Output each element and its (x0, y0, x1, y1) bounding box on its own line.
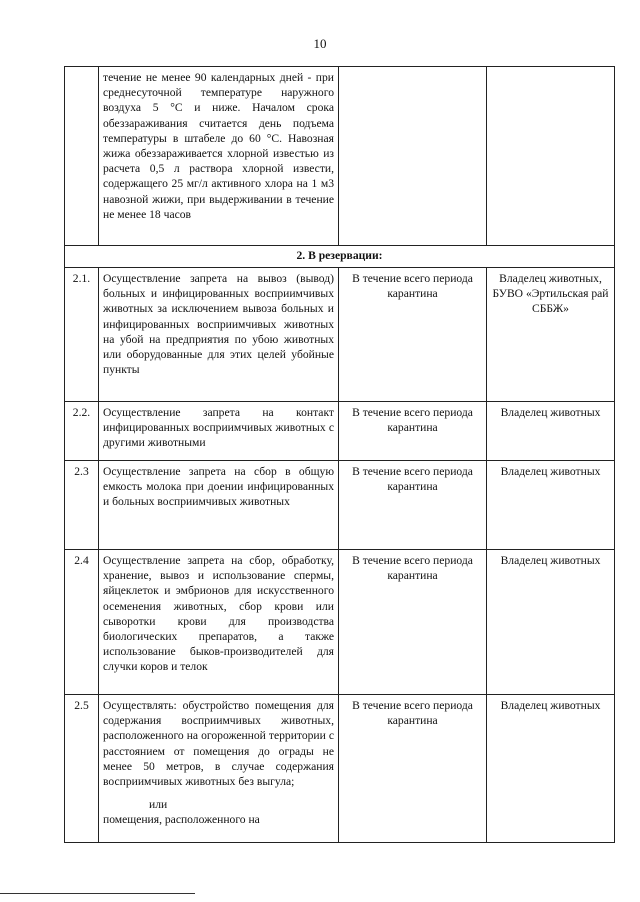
row-responsible: Владелец животных (487, 550, 615, 695)
row-responsible: Владелец животных, БУВО «Эртильская рай СББЖ» (487, 268, 615, 402)
row-action: Осуществлять: обустройство помещения для содержания восприимчивых животных, расположенного на огороженной территории с расстоянием от помещения до ограды не менее 50 метров, в случае содержания восприимчивых животных без выгула; (103, 699, 334, 789)
row-term: В течение всего периода карантина (339, 550, 487, 695)
row-action-tail: помещения, расположенного на (103, 813, 260, 827)
row-number: 2.1. (65, 268, 99, 402)
row-action: Осуществление запрета на сбор в общую емкость молока при доении инфицированных и больных восприимчивых животных (99, 461, 339, 550)
table-row (65, 695, 615, 843)
row-action: Осуществление запрета на контакт инфицированных восприимчивых животных с другими животными (99, 402, 339, 461)
row-action: Осуществление запрета на сбор, обработку, хранение, вывоз и использование спермы, яйцеклеток и эмбрионов для искусственного осеменения животных, сбор крови или сыворотки крови для производства биологических препаратов, а также использование быков-производителей для случки коров и телок (99, 550, 339, 695)
section-title: 2. В резервации: (65, 246, 615, 268)
table-row (65, 461, 615, 550)
row-action-or: или (149, 798, 168, 812)
row-number: 2.3 (65, 461, 99, 550)
row-term: В течение всего периода карантина (339, 402, 487, 461)
row-responsible: Владелец животных (487, 461, 615, 550)
row-responsible: Владелец животных (487, 402, 615, 461)
row-action: течение не менее 90 календарных дней - при среднесуточной температуре наружного воздуха 5 °С и ниже. Началом срока обеззараживания считается день подъема температуры в штабеле до 60 °С. Навозная жижа обеззараживается хлорной известью из расчета 0,5 л раствора хлорной извести, содержащего 25 мг/л активного хлора на 1 м3 навозной жижи, при выдерживании в течение не менее 18 часов (99, 67, 339, 246)
row-responsible: Владелец животных (487, 695, 615, 843)
row-term: В течение всего периода карантина (339, 268, 487, 402)
section-row (65, 246, 615, 268)
table-row (65, 550, 615, 695)
row-action-cell (99, 695, 339, 843)
row-number (65, 67, 99, 246)
table-row (65, 67, 615, 246)
row-number: 2.2. (65, 402, 99, 461)
footnote-divider (0, 893, 195, 894)
row-number: 2.5 (65, 695, 99, 843)
table-row (65, 268, 615, 402)
row-number: 2.4 (65, 550, 99, 695)
row-responsible (487, 67, 615, 246)
quarantine-measures-table (64, 66, 615, 843)
page-number: 10 (313, 36, 327, 51)
row-action: Осуществление запрета на вывоз (вывод) больных и инфицированных восприимчивых животных за исключением вывоза больных и инфицированных восприимчивых животных на убой на предприятия по убою животных или оборудованные для этих целей убойные пункты (99, 268, 339, 402)
table-row (65, 402, 615, 461)
row-term (339, 67, 487, 246)
row-term: В течение всего периода карантина (339, 461, 487, 550)
row-term: В течение всего периода карантина (339, 695, 487, 843)
